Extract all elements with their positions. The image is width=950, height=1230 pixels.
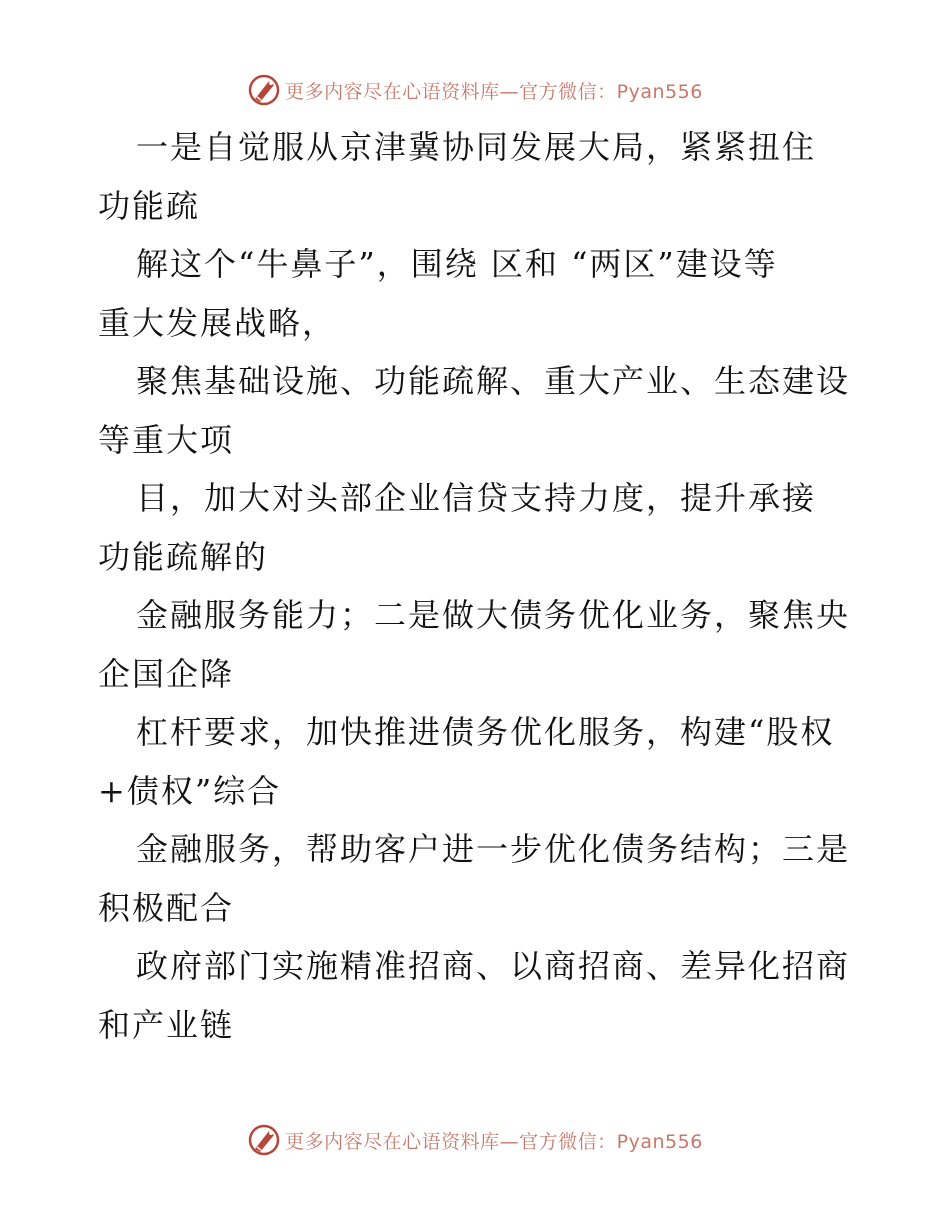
text-line: 积极配合 xyxy=(98,888,235,927)
text-line: 金融服务能力；二是做大债务优化业务，聚焦央 xyxy=(136,596,851,634)
document-body xyxy=(98,118,858,1054)
text-line: 金融服务，帮助客户进一步优化债务结构；三是 xyxy=(136,830,851,868)
text-line: 重大发展战略， xyxy=(98,303,337,342)
text-line: 政府部门实施精准招商、以商招商、差异化招商 xyxy=(136,947,851,985)
footer-banner xyxy=(0,1120,950,1160)
text-line: 等重大项 xyxy=(98,420,235,459)
text-line: +债权”综合 xyxy=(98,771,282,810)
pen-logo-icon xyxy=(247,73,281,107)
pen-logo-icon xyxy=(247,1123,281,1157)
text-line: 杠杆要求，加快推进债务优化服务，构建“股权 xyxy=(136,713,835,751)
text-line: 目，加大对头部企业信贷支持力度，提升承接 xyxy=(136,479,817,517)
text-line: 一是自觉服从京津冀协同发展大局，紧紧扭住 xyxy=(136,128,817,166)
text-line: 解这个“牛鼻子”，围绕 区和 “两区”建设等 xyxy=(136,245,778,283)
header-text: 更多内容尽在心语资料库—官方微信：Pyan556 xyxy=(285,80,703,103)
footer-text: 更多内容尽在心语资料库—官方微信：Pyan556 xyxy=(285,1130,703,1153)
header-banner xyxy=(0,70,950,110)
text-line: 聚焦基础设施、功能疏解、重大产业、生态建设 xyxy=(136,362,851,400)
text-line: 企国企降 xyxy=(98,654,235,693)
text-line: 功能疏解的 xyxy=(98,537,269,576)
text-line: 功能疏 xyxy=(98,186,201,225)
text-line: 和产业链 xyxy=(98,1005,235,1044)
